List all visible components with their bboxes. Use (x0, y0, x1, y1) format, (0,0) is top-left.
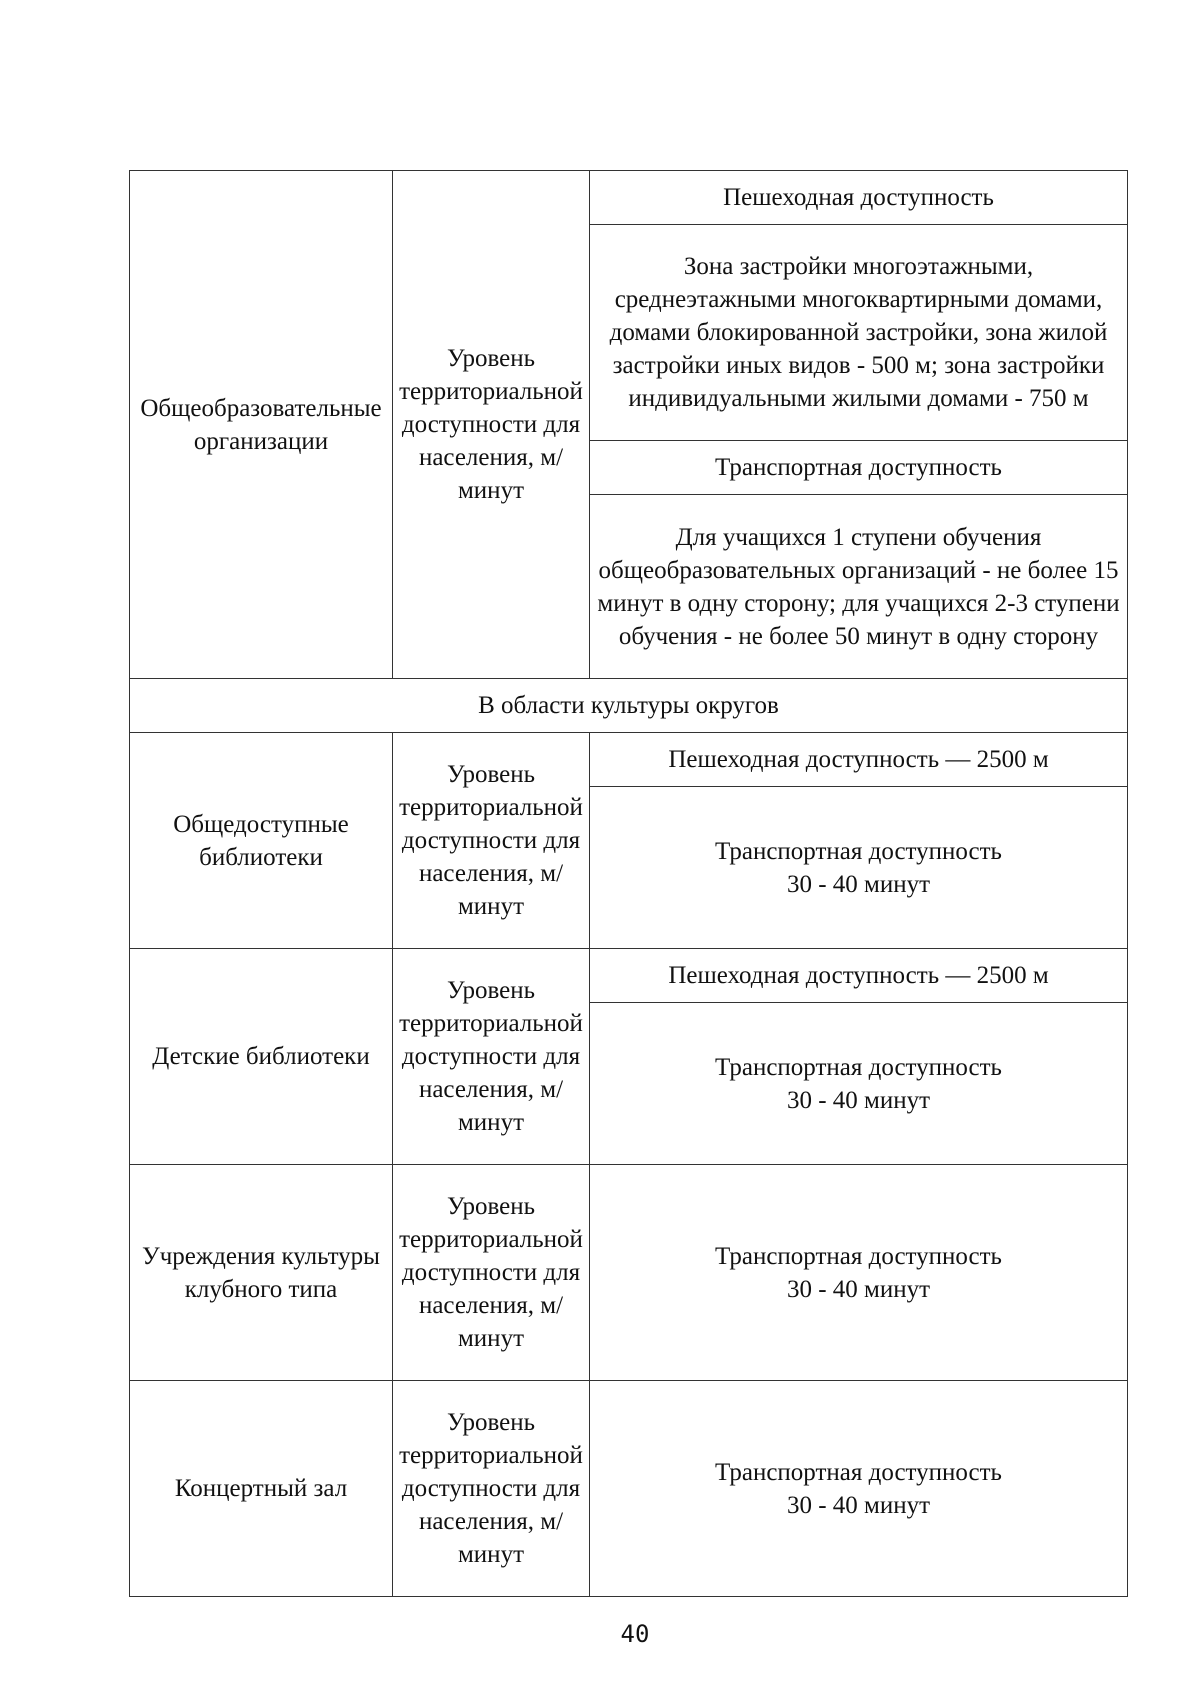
transport-cell (590, 787, 1128, 949)
transport-value: 30 - 40 минут (786, 1086, 931, 1114)
facility-name-cell (130, 1381, 393, 1597)
section-row (130, 679, 1128, 733)
walk-cell (590, 949, 1128, 1003)
indicator-text: Уровень территориальной доступности для населения, м/минут (399, 1193, 583, 1352)
indicator-cell (393, 949, 590, 1165)
facility-name: Общеобразовательные организации (140, 394, 382, 455)
facility-name: Учреждения культуры клубного типа (142, 1242, 380, 1303)
transport-cell (590, 1003, 1128, 1165)
walk-value-cell (590, 225, 1128, 441)
transport-cell (590, 1165, 1128, 1381)
transport-value: Для учащихся 1 ступени обучения общеобразовательных организаций - не более 15 минут в одну сторону; для учащихся 2-3 ступени обучения - не более 50 минут в одну сторону (597, 523, 1120, 650)
section-title-cell (130, 679, 1128, 733)
transport-label: Транспортная доступность (715, 837, 1002, 865)
transport-header: Транспортная доступность (715, 454, 1002, 481)
indicator-text: Уровень территориальной доступности для населения, м/минут (399, 1409, 583, 1568)
indicator-text: Уровень территориальной доступности для населения, м/минут (399, 977, 583, 1136)
table-row (130, 733, 1128, 787)
transport-cell (590, 1381, 1128, 1597)
facility-name-cell (130, 171, 393, 679)
indicator-cell (393, 1381, 590, 1597)
transport-value: 30 - 40 минут (786, 1275, 931, 1303)
table-row (130, 949, 1128, 1003)
facility-name: Концертный зал (174, 1475, 348, 1502)
table-row (130, 171, 1128, 225)
transport-label: Транспортная доступность (715, 1458, 1002, 1486)
walk-header: Пешеходная доступность (723, 184, 994, 211)
indicator-cell (393, 733, 590, 949)
transport-value-cell (590, 495, 1128, 679)
table-row (130, 1381, 1128, 1597)
walk-value: Пешеходная доступность — 2500 м (668, 962, 1049, 989)
walk-header-cell (590, 171, 1128, 225)
section-title: В области культуры округов (478, 692, 779, 719)
facility-name: Общедоступные библиотеки (173, 810, 349, 871)
transport-label: Транспортная доступность (715, 1242, 1002, 1270)
walk-value: Зона застройки многоэтажными, среднеэтажными многоквартирными домами, домами блокированной застройки, зона жилой застройки иных видов - 500 м; зона застройки индивидуальными жилыми домами - 750 м (609, 253, 1108, 412)
walk-value: Пешеходная доступность — 2500 м (668, 746, 1049, 773)
page-number: 40 (620, 1620, 650, 1648)
indicator-cell (393, 1165, 590, 1381)
transport-value: 30 - 40 минут (786, 870, 931, 898)
accessibility-table (129, 170, 1128, 1597)
table-row (130, 1165, 1128, 1381)
facility-name-cell (130, 1165, 393, 1381)
facility-name-cell (130, 733, 393, 949)
transport-label: Транспортная доступность (715, 1053, 1002, 1081)
walk-cell (590, 733, 1128, 787)
facility-name: Детские библиотеки (152, 1043, 370, 1070)
indicator-text: Уровень территориальной доступности для населения, м/минут (399, 345, 583, 504)
facility-name-cell (130, 949, 393, 1165)
indicator-cell (393, 171, 590, 679)
transport-value: 30 - 40 минут (786, 1491, 931, 1519)
transport-header-cell (590, 441, 1128, 495)
indicator-text: Уровень территориальной доступности для населения, м/минут (399, 761, 583, 920)
